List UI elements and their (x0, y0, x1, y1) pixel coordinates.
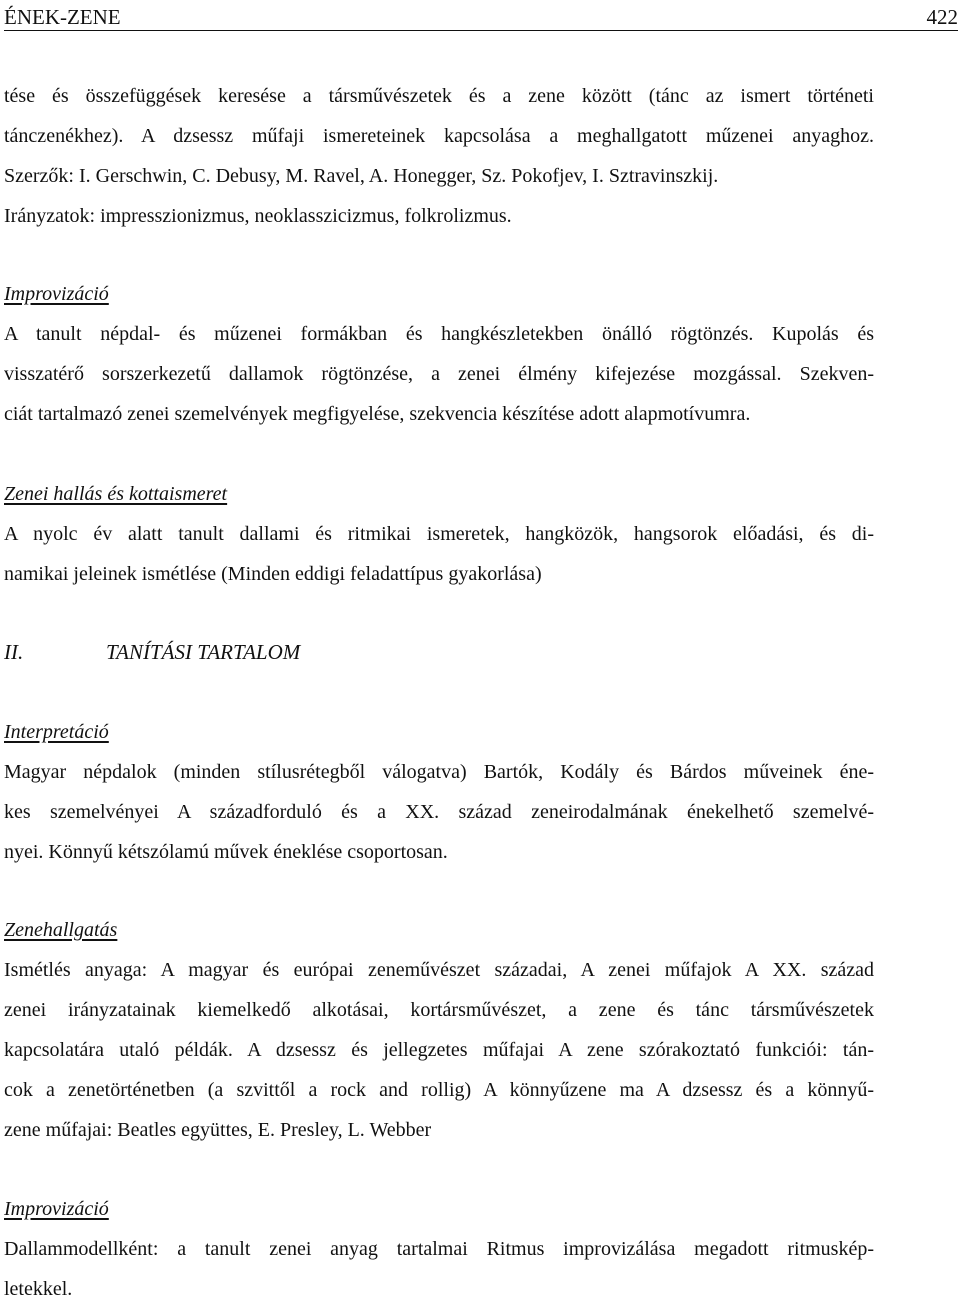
page-number: 422 (926, 5, 958, 29)
paragraph-line: kapcsolatára utaló példák. A dzsessz és jellegzetes műfajai A zene szórakoztató funkciói: tán- (4, 1039, 874, 1061)
heading-improvizacio-2: Improvizáció (4, 1198, 109, 1220)
paragraph-line: Irányzatok: impresszionizmus, neoklasszicizmus, folkrolizmus. (4, 205, 512, 227)
header-title: ÉNEK-ZENE (4, 5, 121, 29)
paragraph-line: Szerzők: I. Gerschwin, C. Debusy, M. Ravel, A. Honegger, Sz. Pokofjev, I. Sztravinszkij. (4, 165, 719, 187)
paragraph-line: zene műfajai: Beatles együttes, E. Presley, L. Webber (4, 1119, 432, 1141)
paragraph-line: A nyolc év alatt tanult dallami és ritmikai ismeretek, hangközök, hangsorok előadási, és di- (4, 523, 874, 545)
heading-zenei-hallas: Zenei hallás és kottaismeret (4, 483, 228, 505)
heading-improvizacio: Improvizáció (4, 283, 109, 305)
paragraph-line: namikai jeleinek ismétlése (Minden eddigi feladattípus gyakorlása) (4, 563, 542, 585)
paragraph-line: zenei irányzatainak kiemelkedő alkotásai, kortársművészet, a zene és tánc társművészetek (4, 999, 874, 1021)
paragraph-line: nyei. Könnyű kétszólamú művek éneklése csoportosan. (4, 841, 448, 863)
paragraph-line: visszatérő sorszerkezetű dallamok rögtönzése, a zenei élmény kifejezése mozgással. Szekven- (4, 363, 874, 385)
heading-interpretacio: Interpretáció (4, 721, 109, 743)
paragraph-line: ciát tartalmazó zenei szemelvények megfigyelése, szekvencia készítése adott alapmotívumra. (4, 403, 751, 425)
section-title (4, 632, 300, 672)
improvizacio-2-paragraph (4, 1229, 874, 1309)
section-number: II. (4, 640, 24, 664)
paragraph-line: Magyar népdalok (minden stílusrétegből válogatva) Bartók, Kodály és Bárdos műveinek éne- (4, 761, 874, 783)
interpretacio-paragraph (4, 752, 874, 872)
heading-zenehallgatas: Zenehallgatás (4, 919, 118, 941)
zenehallgatas-paragraph (4, 950, 874, 1150)
paragraph-line: Dallammodellként: a tanult zenei anyag tartalmai Ritmus improvizálása megadott ritmuskép- (4, 1238, 874, 1260)
zenei-hallas-paragraph (4, 514, 874, 594)
paragraph-line: Ismétlés anyaga: A magyar és európai zeneművészet századai, A zenei műfajok A XX. század (4, 959, 874, 981)
paragraph-line: A tanult népdal- és műzenei formákban és hangkészletekben önálló rögtönzés. Kupolás és (4, 323, 874, 345)
improvizacio-paragraph (4, 314, 874, 434)
paragraph-line: kes szemelvényei A századforduló és a XX. század zeneirodalmának énekelhető szemelvé- (4, 801, 874, 823)
page-header (4, 4, 958, 31)
paragraph-line: letekkel. (4, 1278, 73, 1300)
section-title-text: TANÍTÁSI TARTALOM (106, 640, 301, 664)
paragraph-line: tánczenékhez). A dzsessz műfaji ismereteinek kapcsolása a meghallgatott műzenei anyaghoz. (4, 125, 874, 147)
intro-paragraph (4, 76, 874, 236)
paragraph-line: tése és összefüggések keresése a társművészetek és a zene között (tánc az ismert történeti (4, 85, 874, 107)
paragraph-line: cok a zenetörténetben (a szvittől a rock and rollig) A könnyűzene ma A dzsessz és a könnyű- (4, 1079, 874, 1101)
